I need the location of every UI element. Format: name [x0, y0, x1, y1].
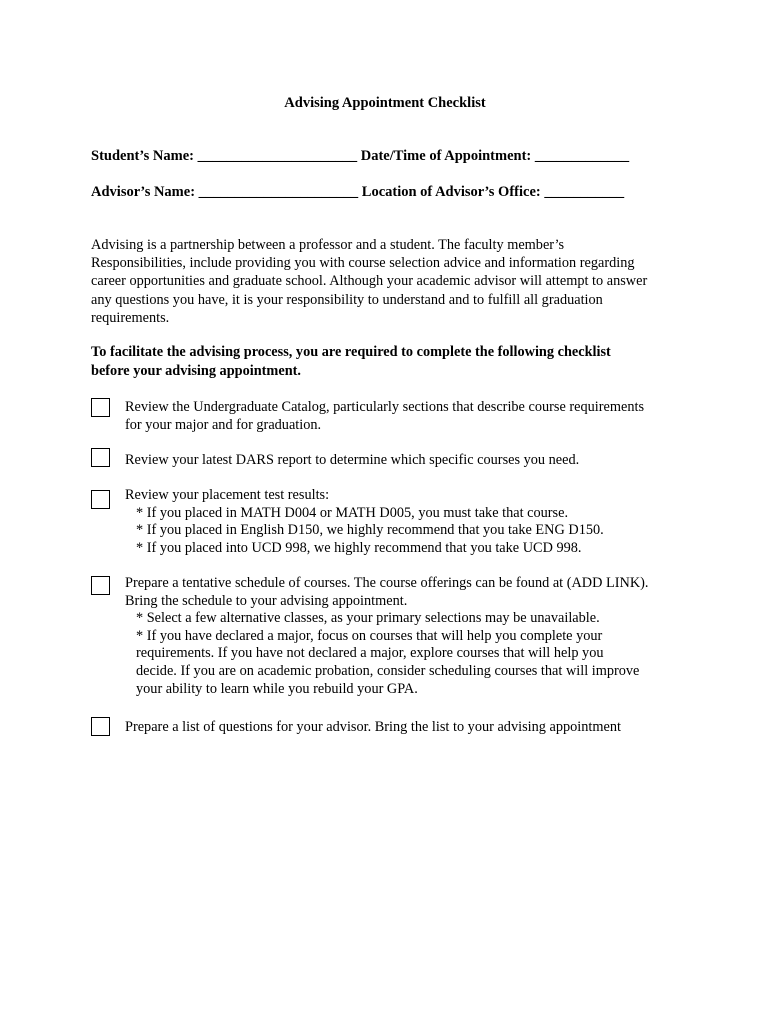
checklist-sub-item: requirements. If you have not declared a major, explore courses that will help you [136, 645, 604, 662]
document-title: Advising Appointment Checklist [284, 95, 486, 111]
checklist-item-line: Bring the schedule to your advising appointment. [125, 592, 408, 609]
checklist-item-line: Review the Undergraduate Catalog, particularly sections that describe course requirements [125, 399, 645, 415]
checklist-checkbox[interactable] [91, 398, 110, 417]
intro-line: requirements. [91, 309, 170, 326]
checklist-sub-item: * If you placed in English D150, we highly recommend that you take ENG D150. [136, 522, 604, 539]
checklist-item-text [125, 487, 695, 557]
checklist-item-line: for your major and for graduation. [125, 416, 322, 433]
instruction-line: To facilitate the advising process, you are required to complete the following checklist [91, 344, 611, 360]
checklist-checkbox[interactable] [91, 448, 110, 467]
checklist-sub-item: * If you placed in MATH D004 or MATH D005, you must take that course. [136, 504, 569, 521]
checklist-item-line: Prepare a tentative schedule of courses. The course offerings can be found at (ADD LINK). [125, 575, 649, 591]
instruction-line: before your advising appointment. [91, 362, 301, 379]
intro-line: Advising is a partnership between a professor and a student. The faculty member’s [91, 237, 565, 253]
checklist-item-line: Review your placement test results: [125, 487, 330, 503]
checklist-checkbox[interactable] [91, 576, 110, 595]
checklist-checkbox[interactable] [91, 490, 110, 509]
checklist-sub-item: your ability to learn while you rebuild your GPA. [136, 680, 418, 697]
advisor-name-and-office-location-field[interactable]: Advisor’s Name: ______________________ Location of Advisor’s Office: ___________ [91, 184, 625, 200]
checklist-sub-item: decide. If you are on academic probation, consider scheduling courses that will improve [136, 662, 640, 679]
instruction-paragraph [91, 343, 691, 380]
student-name-and-appointment-time-field[interactable]: Student’s Name: ______________________ Date/Time of Appointment: _____________ [91, 148, 630, 164]
checklist-item-line: Prepare a list of questions for your advisor. Bring the list to your advising appointment [125, 719, 621, 735]
checklist-item-text [125, 399, 695, 434]
checklist-item-text [125, 452, 695, 470]
intro-line: any questions you have, it is your responsibility to understand and to fulfill all graduation [91, 291, 603, 308]
checklist-item-text [125, 575, 695, 698]
checklist-checkbox[interactable] [91, 717, 110, 736]
intro-paragraph [91, 236, 691, 327]
checklist-sub-item: * If you have declared a major, focus on courses that will help you complete your [136, 627, 603, 644]
checklist-item-line: Review your latest DARS report to determine which specific courses you need. [125, 452, 580, 468]
checklist-sub-item: * Select a few alternative classes, as your primary selections may be unavailable. [136, 610, 600, 627]
checklist-sub-item: * If you placed into UCD 998, we highly recommend that you take UCD 998. [136, 539, 582, 556]
checklist-item-text [125, 719, 695, 737]
intro-line: Responsibilities, include providing you with course selection advice and information regarding [91, 255, 635, 272]
intro-line: career opportunities and graduate school. Although your academic advisor will attempt to answer [91, 273, 648, 290]
